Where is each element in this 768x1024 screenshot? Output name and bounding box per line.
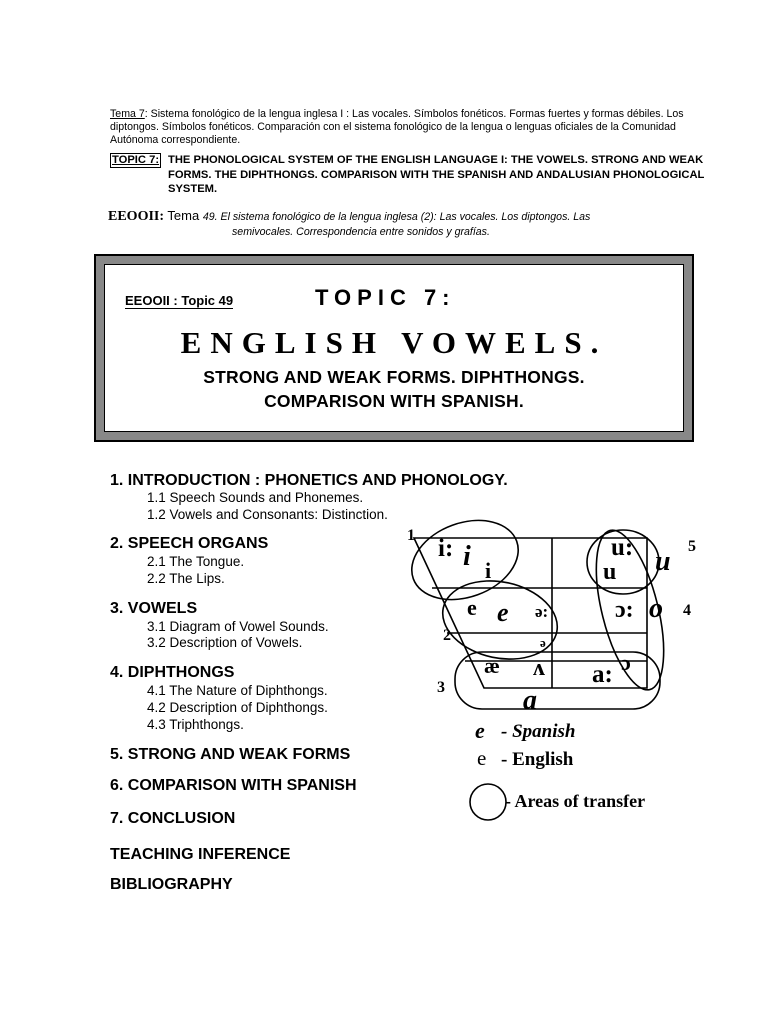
section-5-title: 5. STRONG AND WEAK FORMS xyxy=(110,746,351,763)
section-2-title: 2. SPEECH ORGANS xyxy=(110,535,269,552)
eeooii-header xyxy=(108,208,708,240)
spanish-vowel-a: a xyxy=(523,685,537,716)
tema-text: : Sistema fonológico de la lengua inglesa I : Las vocales. Símbolos fonéticos. Formas fuertes y formas débiles. Los diptongos. Símbolos fonéticos. Comparación con el sistema fonológico de la lengua o lenguas oficiales de la Comunidad Autónoma correspondiente. xyxy=(110,108,684,146)
vowel-wedge: ʌ xyxy=(533,655,545,681)
legend-english-label: - English xyxy=(501,749,574,770)
box-subtitle-1: STRONG AND WEAK FORMS. DIPHTHONGS. xyxy=(203,367,585,387)
vowel-long-a: a: xyxy=(592,661,613,688)
vowel-long-u: u: xyxy=(611,534,634,561)
vowel-diagram xyxy=(405,515,705,825)
teaching-inference-title: TEACHING INFERENCE xyxy=(110,846,291,863)
vowel-ae: æ xyxy=(484,653,500,678)
section-4-title: 4. DIPHTHONGS xyxy=(110,664,235,681)
vowel-schwa-long: ə: xyxy=(535,602,549,621)
box-subtitle-2: COMPARISON WITH SPANISH. xyxy=(264,391,524,411)
vowel-short-i: i xyxy=(485,558,492,583)
topic-text: THE PHONOLOGICAL SYSTEM OF THE ENGLISH LANGUAGE I: THE VOWELS. STRONG AND WEAK FORMS. THE DIPHTHONGS. COMPARISON WITH THE SPANISH AND ANDALUSIAN PHONOLOGICAL SYSTEM. xyxy=(168,154,705,195)
area-number-2: 2 xyxy=(443,627,451,644)
area-number-1: 1 xyxy=(407,527,415,544)
section-4-item-3: 4.3 Triphthongs. xyxy=(147,717,244,732)
tema-header xyxy=(110,108,690,147)
eeooii-label: EEOOII: xyxy=(108,209,165,224)
box-topic: TOPIC 7: xyxy=(315,285,456,310)
section-7-title: 7. CONCLUSION xyxy=(110,810,236,827)
bibliography-title: BIBLIOGRAPHY xyxy=(110,876,233,893)
vowel-e: e xyxy=(467,595,477,620)
area-number-3: 3 xyxy=(437,679,445,696)
vowel-long-i: i: xyxy=(438,535,454,562)
legend-transfer-label: - Areas of transfer xyxy=(505,791,646,811)
section-1-item-1: 1.1 Speech Sounds and Phonemes. xyxy=(147,490,364,505)
section-6-title: 6. COMPARISON WITH SPANISH xyxy=(110,777,357,794)
spanish-vowel-u: u xyxy=(655,546,671,577)
area-number-4: 4 xyxy=(683,602,691,619)
eeooii-line1: 49. El sistema fonológico de la lengua inglesa (2): Las vocales. Los diptongos. Las xyxy=(202,211,591,223)
section-4-item-1: 4.1 The Nature of Diphthongs. xyxy=(147,683,328,698)
section-4-item-2: 4.2 Description of Diphthongs. xyxy=(147,700,328,715)
diagram-legend xyxy=(475,718,645,811)
section-2-item-1: 2.1 The Tongue. xyxy=(147,554,245,569)
spanish-vowel-i: i xyxy=(463,541,471,572)
title-box xyxy=(94,254,694,442)
eeooii-tema: Tema xyxy=(167,208,200,223)
legend-spanish-label: - Spanish xyxy=(501,721,576,742)
vowel-open-o-long: ɔ: xyxy=(615,597,634,623)
transfer-legend-ellipse xyxy=(470,784,506,820)
section-2-item-2: 2.2 The Lips. xyxy=(147,571,225,586)
spanish-vowel-o: o xyxy=(649,593,663,624)
box-title: ENGLISH VOWELS. xyxy=(180,325,608,360)
spanish-vowel-e: e xyxy=(497,598,509,627)
section-3-item-2: 3.2 Description of Vowels. xyxy=(147,635,303,650)
section-3-item-1: 3.1 Diagram of Vowel Sounds. xyxy=(147,619,329,634)
tema-label: Tema 7 xyxy=(110,108,145,120)
legend-spanish-symbol: e xyxy=(475,718,485,743)
section-1-item-2: 1.2 Vowels and Consonants: Distinction. xyxy=(147,507,388,522)
section-3-title: 3. VOWELS xyxy=(110,600,198,617)
section-1-title: 1. INTRODUCTION : PHONETICS AND PHONOLOGY. xyxy=(110,472,508,489)
vowel-schwa: ə xyxy=(540,635,546,650)
vowel-short-u: u xyxy=(603,559,617,585)
eeooii-line2: semivocales. Correspondencia entre sonidos y grafías. xyxy=(232,226,490,238)
vowel-open-o: ɔ xyxy=(621,650,631,675)
title-box-inner xyxy=(104,264,684,432)
area-number-5: 5 xyxy=(688,538,696,555)
topic-label: TOPIC 7: xyxy=(112,154,160,166)
legend-english-symbol: e xyxy=(477,746,487,770)
box-tag: EEOOII : Topic 49 xyxy=(125,293,234,308)
